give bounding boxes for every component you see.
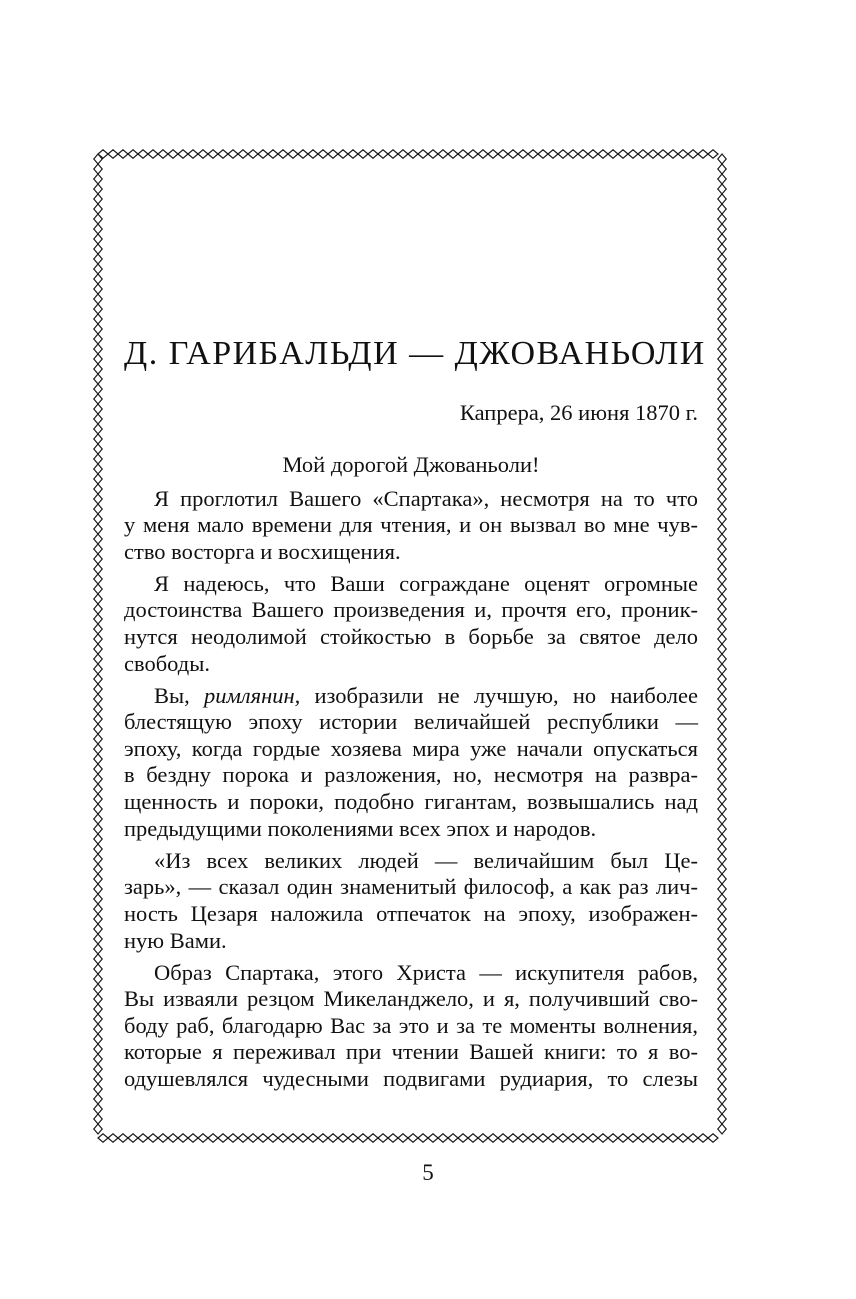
- paragraph-3: [124, 683, 698, 843]
- italic-word: римлянин,: [203, 682, 301, 708]
- text-line: в бездну порока и разложения, но, несмотря на развра-: [124, 762, 698, 788]
- text-fragment: изобразили не лучшую, но наиболее: [300, 682, 698, 708]
- paragraph-1: [124, 486, 698, 566]
- text-line: блестящую эпоху истории величайшей республики —: [124, 709, 698, 735]
- paragraph-2: [124, 571, 698, 677]
- text-line: «Из всех великих людей — величайшим был Це-: [154, 847, 698, 873]
- text-line: достоинства Вашего произведения и, прочтя его, проник-: [124, 597, 698, 623]
- letter-place-date: Капрера, 26 июня 1870 г.: [459, 400, 698, 425]
- paragraph-5: [124, 960, 698, 1093]
- paragraph-4: [124, 848, 698, 954]
- text-line: эпоху, когда гордые хозяева мира уже начали опускаться: [124, 735, 698, 761]
- text-line: Вы изваяли резцом Микеланджело, и я, получивший сво-: [124, 986, 698, 1012]
- text-line: нутся неодолимой стойкостью в борьбе за святое дело: [124, 623, 698, 649]
- text-line: Я надеюсь, что Ваши сограждане оценят огромные: [154, 570, 698, 596]
- text-line: свободы.: [124, 650, 210, 676]
- text-line: ство восторга и восхищения.: [124, 538, 401, 564]
- text-fragment: Вы,: [154, 682, 204, 708]
- text-line: [124, 683, 698, 710]
- text-line: одушевлялся чудесными подвигами рудиария, то слезы: [124, 1065, 698, 1091]
- text-line: у меня мало времени для чтения, и он вызвал во мне чув-: [124, 512, 698, 538]
- text-line: щенность и пороки, подобно гигантам, возвышались над: [124, 789, 698, 815]
- letter-content: [124, 330, 706, 1093]
- page-number: 5: [422, 1160, 434, 1185]
- text-line: которые я переживал при чтении Вашей книги: то я во-: [124, 1039, 698, 1065]
- page-title: Д. ГАРИБАЛЬДИ — ДЖОВАНЬОЛИ: [124, 335, 706, 372]
- text-line: предыдущими поколениями всех эпох и народов.: [124, 815, 597, 841]
- text-line: зарь», — сказал один знаменитый философ, а как раз лич-: [124, 874, 698, 900]
- text-line: боду раб, благодарю Вас за это и за те моменты волнения,: [124, 1012, 698, 1038]
- text-line: Образ Спартака, этого Христа — искупителя рабов,: [154, 959, 698, 985]
- text-line: ную Вами.: [124, 927, 227, 953]
- text-line: ность Цезаря наложила отпечаток на эпоху, изображен-: [124, 900, 698, 926]
- letter-salutation: Мой дорогой Джованьоли!: [282, 452, 540, 477]
- text-line: Я проглотил Вашего «Спартака», несмотря на то что: [154, 485, 698, 511]
